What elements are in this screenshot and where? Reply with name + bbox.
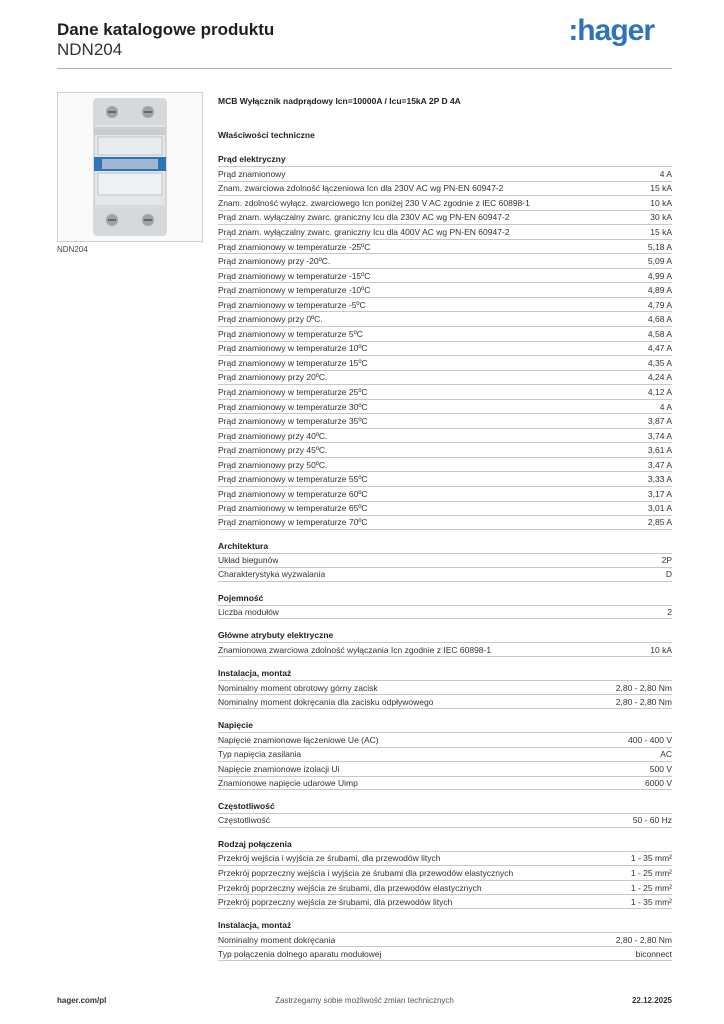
spec-label: Przekrój poprzeczny wejścia ze śrubami, dla przewodów litych [218, 896, 453, 907]
spec-label: Układ biegunów [218, 555, 279, 566]
spec-row [218, 865, 672, 880]
spec-row [218, 813, 672, 828]
spec-value: 3,47 A [647, 459, 672, 470]
spec-value: 3,87 A [647, 416, 672, 427]
spec-label: Znam. zdolność wyłącz. zwarciowego Icn poniżej 230 V AC zgodnie z IEC 60898-1 [218, 197, 530, 208]
spec-table [218, 813, 672, 828]
spec-value: 6000 V [645, 777, 672, 788]
spec-label: Prąd znamionowy w temperaturze 5ºC [218, 328, 363, 339]
spec-label: Napięcie znamionowe łączeniowe Ue (AC) [218, 734, 379, 745]
spec-table [218, 605, 672, 620]
spec-label: Prąd znamionowy w temperaturze 15ºC [218, 357, 368, 368]
spec-label: Nominalny moment dokręcania [218, 934, 336, 945]
header-divider [57, 68, 672, 69]
spec-row [218, 471, 672, 486]
spec-value: 2 [667, 607, 672, 618]
spec-value: 2,80 - 2,80 Nm [615, 934, 672, 945]
spec-table [218, 680, 672, 709]
spec-label: Prąd znamionowy w temperaturze 60ºC [218, 488, 368, 499]
spec-row [218, 253, 672, 268]
spec-section [218, 668, 672, 709]
spec-value: biconnect [635, 948, 672, 959]
spec-row [218, 747, 672, 762]
image-caption: NDN204 [57, 245, 88, 254]
spec-row [218, 384, 672, 399]
spec-label: Prąd znam. wyłączalny zwarc. graniczny Icu dla 230V AC wg PN-EN 60947-2 [218, 212, 510, 223]
spec-value: AC [660, 749, 672, 760]
spec-value: 2,85 A [647, 517, 672, 528]
spec-row [218, 894, 672, 909]
spec-row [218, 166, 672, 181]
spec-row [218, 694, 672, 709]
spec-label: Typ połączenia dolnego aparatu modułowej [218, 948, 382, 959]
spec-label: Przekrój wejścia i wyjścia ze śrubami, dla przewodów litych [218, 853, 441, 864]
spec-row [218, 851, 672, 866]
spec-row [218, 946, 672, 961]
section-title: Architektura [218, 540, 269, 551]
spec-row [218, 210, 672, 225]
spec-value: 500 V [649, 763, 672, 774]
spec-value: 3,17 A [647, 488, 672, 499]
spec-value: 2,80 - 2,80 Nm [615, 696, 672, 707]
spec-row [218, 880, 672, 895]
spec-label: Znamionowa zwarciowa zdolność wyłączania Icn zgodnie z IEC 60898-1 [218, 644, 492, 655]
spec-label: Prąd znamionowy w temperaturze 10ºC [218, 343, 368, 354]
spec-value: 4,89 A [647, 285, 672, 296]
spec-label: Nominalny moment obrotowy górny zacisk [218, 682, 378, 693]
spec-row [218, 932, 672, 947]
footer-date: 22.12.2025 [631, 996, 672, 1005]
spec-label: Prąd znamionowy w temperaturze 35ºC [218, 416, 368, 427]
spec-row [218, 355, 672, 370]
spec-label: Liczba modułów [218, 607, 279, 618]
spec-label: Prąd znamionowy w temperaturze -15ºC [218, 270, 371, 281]
spec-value: 10 kA [650, 197, 672, 208]
spec-value: 4,35 A [647, 357, 672, 368]
spec-row [218, 442, 672, 457]
spec-value: 4,79 A [647, 299, 672, 310]
section-title: Instalacja, montaż [218, 919, 292, 930]
spec-label: Znamionowe napięcie udarowe Uimp [218, 777, 358, 788]
spec-value: 3,33 A [647, 474, 672, 485]
spec-row [218, 181, 672, 196]
spec-label: Przekrój poprzeczny wejścia ze śrubami, dla przewodów elastycznych [218, 882, 482, 893]
section-title: Rodzaj połączenia [218, 838, 292, 849]
spec-value: 1 - 25 mm² [630, 868, 672, 878]
section-title: Główne atrybuty elektryczne [218, 630, 334, 641]
spec-label: Typ napięcia zasilania [218, 749, 302, 760]
spec-value: 3,74 A [647, 430, 672, 441]
document-title: Dane katalogowe produktu [57, 20, 275, 39]
spec-section [218, 541, 672, 582]
spec-label: Prąd znamionowy przy 20ºC. [218, 372, 328, 383]
spec-section [218, 720, 672, 790]
spec-label: Częstotliwość [218, 815, 270, 826]
spec-section [218, 154, 672, 530]
spec-value: 5,18 A [647, 241, 672, 252]
spec-value: 4,47 A [647, 343, 672, 354]
spec-label: Prąd znamionowy w temperaturze -10ºC [218, 285, 371, 296]
spec-label: Prąd znamionowy przy 50ºC. [218, 459, 328, 470]
spec-label: Prąd znamionowy przy 0ºC. [218, 314, 323, 325]
spec-row [218, 761, 672, 776]
spec-row [218, 268, 672, 283]
spec-section [218, 593, 672, 620]
spec-section [218, 920, 672, 961]
spec-value: 15 kA [650, 183, 672, 194]
spec-row [218, 642, 672, 657]
spec-table [218, 642, 672, 657]
spec-value: 400 - 400 V [628, 734, 672, 745]
spec-row [218, 553, 672, 568]
spec-table [218, 553, 672, 582]
spec-value: 15 kA [650, 226, 672, 237]
spec-value: 2,80 - 2,80 Nm [615, 682, 672, 693]
spec-label: Prąd znamionowy [218, 168, 286, 179]
spec-value: 4,12 A [647, 386, 672, 397]
spec-label: Przekrój poprzeczny wejścia i wyjścia ze śrubami dla przewodów elastycznych [218, 868, 514, 878]
spec-value: 10 kA [650, 644, 672, 655]
spec-row [218, 413, 672, 428]
spec-row [218, 195, 672, 210]
spec-label: Prąd znamionowy w temperaturze 30ºC [218, 401, 368, 412]
spec-label: Prąd znamionowy w temperaturze -25ºC [218, 241, 371, 252]
spec-row [218, 457, 672, 472]
spec-table [218, 166, 672, 530]
spec-row [218, 567, 672, 582]
document-header [57, 20, 274, 60]
spec-label: Prąd znamionowy w temperaturze 70ºC [218, 517, 368, 528]
spec-label: Nominalny moment dokręcania dla zacisku odpływowego [218, 696, 434, 707]
spec-row [218, 605, 672, 620]
spec-value: 4,58 A [647, 328, 672, 339]
spec-row [218, 515, 672, 530]
spec-row [218, 311, 672, 326]
spec-value: 4,24 A [647, 372, 672, 383]
spec-sections [218, 154, 672, 961]
spec-value: 1 - 35 mm² [630, 896, 672, 907]
spec-label: Napięcie znamionowe izolacji Ui [218, 763, 340, 774]
spec-table [218, 732, 672, 790]
circuit-breaker-icon [58, 93, 202, 241]
spec-label: Prąd znamionowy w temperaturze 55ºC [218, 474, 368, 485]
spec-row [218, 680, 672, 695]
spec-label: Charakterystyka wyzwalania [218, 569, 326, 580]
spec-row [218, 732, 672, 747]
spec-value: 2P [661, 555, 672, 566]
spec-label: Prąd znam. wyłączalny zwarc. graniczny Icu dla 400V AC wg PN-EN 60947-2 [218, 226, 510, 237]
spec-row [218, 399, 672, 414]
spec-row [218, 341, 672, 356]
spec-table [218, 932, 672, 961]
spec-row [218, 326, 672, 341]
spec-label: Prąd znamionowy przy -20ºC. [218, 256, 331, 267]
product-code: NDN204 [57, 40, 123, 59]
specs-column [218, 96, 672, 972]
spec-row [218, 282, 672, 297]
spec-row [218, 370, 672, 385]
spec-value: 5,09 A [647, 256, 672, 267]
hager-logo: :hager [568, 14, 654, 47]
spec-row [218, 428, 672, 443]
product-image [57, 92, 203, 242]
spec-section [218, 839, 672, 909]
spec-section [218, 801, 672, 828]
spec-value: 3,01 A [647, 503, 672, 514]
spec-row [218, 776, 672, 791]
spec-value: D [665, 569, 672, 580]
spec-label: Prąd znamionowy w temperaturze 25ºC [218, 386, 368, 397]
spec-label: Prąd znamionowy przy 45ºC. [218, 445, 328, 456]
section-title: Napięcie [218, 719, 253, 730]
spec-row [218, 297, 672, 312]
spec-row [218, 486, 672, 501]
footer-site: hager.com/pl [57, 996, 107, 1005]
spec-value: 3,61 A [647, 445, 672, 456]
spec-row [218, 501, 672, 516]
spec-label: Znam. zwarciowa zdolność łączeniowa Icn dla 230V AC wg PN-EN 60947-2 [218, 183, 504, 194]
spec-value: 50 - 60 Hz [632, 815, 672, 826]
section-title: Instalacja, montaż [218, 667, 292, 678]
spec-label: Prąd znamionowy przy 40ºC. [218, 430, 328, 441]
section-title: Prąd elektryczny [218, 154, 286, 164]
spec-value: 1 - 35 mm² [630, 853, 672, 864]
spec-value: 4 A [659, 168, 672, 179]
spec-table [218, 851, 672, 909]
spec-label: Prąd znamionowy w temperaturze -5ºC [218, 299, 366, 310]
spec-section [218, 630, 672, 657]
product-description: MCB Wyłącznik nadprądowy Icn=10000A / Icu=15kA 2P D 4A [218, 96, 461, 106]
spec-value: 30 kA [650, 212, 672, 223]
spec-value: 4,68 A [647, 314, 672, 325]
section-title: Częstotliwość [218, 801, 275, 812]
section-title: Pojemność [218, 592, 264, 603]
footer-notice: Zastrzegamy sobie możliwość zmian technicznych [275, 996, 454, 1005]
spec-value: 4 A [659, 401, 672, 412]
properties-heading: Właściwości techniczne [218, 130, 315, 140]
spec-value: 4,99 A [647, 270, 672, 281]
spec-row [218, 224, 672, 239]
spec-label: Prąd znamionowy w temperaturze 65ºC [218, 503, 368, 514]
spec-value: 1 - 25 mm² [630, 882, 672, 893]
spec-row [218, 239, 672, 254]
